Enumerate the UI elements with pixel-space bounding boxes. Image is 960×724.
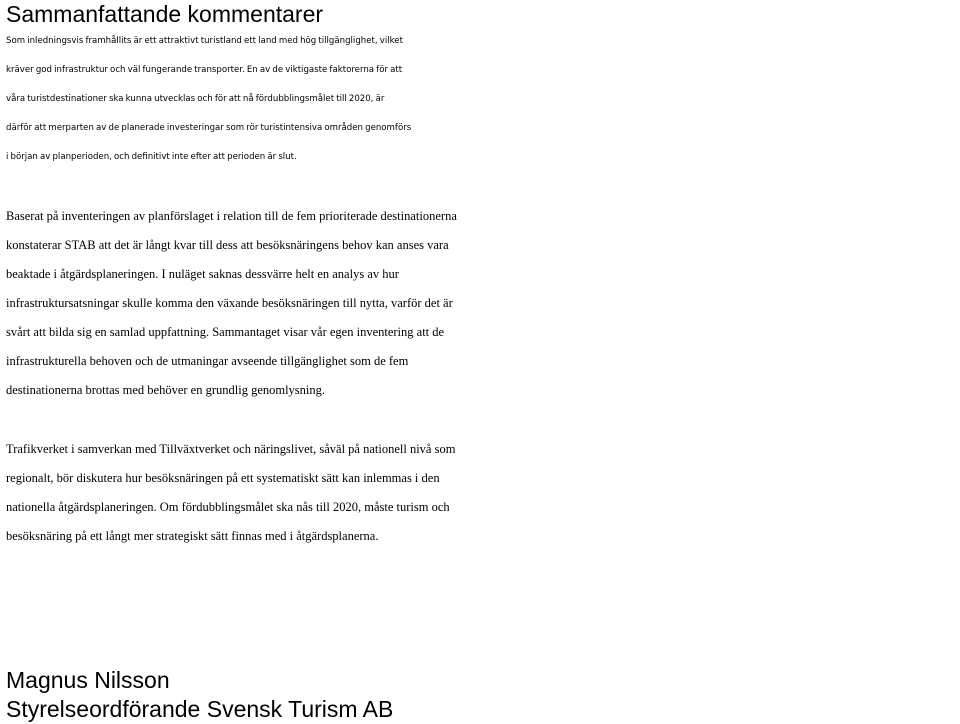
paragraph-recommendation bbox=[6, 435, 960, 551]
text-line: besöksnäring på ett långt mer strategiskt sätt finnas med i åtgärdsplanerna. bbox=[6, 529, 379, 543]
text-line: svårt att bilda sig en samlad uppfattning. Sammantaget visar vår egen inventering att de bbox=[6, 325, 445, 339]
signature-block bbox=[6, 666, 393, 724]
text-line: infrastrukturella behoven och de utmaningar avseende tillgänglighet som de fem bbox=[6, 354, 409, 368]
text-line: beaktade i åtgärdsplaneringen. I nuläget saknas dessvärre helt en analys av hur bbox=[6, 267, 399, 281]
text-line: regionalt, bör diskutera hur besöksnäringen på ett systematiskt sätt kan inlemmas i den bbox=[6, 471, 440, 485]
text-line: därför att merparten av de planerade investeringar som rör turistintensiva områden genomförs bbox=[6, 123, 412, 133]
paragraph-summary bbox=[6, 27, 960, 172]
text-line: kräver god infrastruktur och väl fungerande transporter. En av de viktigaste faktorerna för att bbox=[6, 65, 403, 75]
text-line: destinationerna brottas med behöver en grundlig genomlysning. bbox=[6, 383, 326, 397]
text-line: nationella åtgärdsplaneringen. Om fördubblingsmålet ska nås till 2020, måste turism och bbox=[6, 500, 450, 514]
signature-name: Magnus Nilsson bbox=[6, 667, 170, 693]
text-line: Trafikverket i samverkan med Tillväxtverket och näringslivet, såväl på nationell nivå som bbox=[6, 442, 456, 456]
text-line: våra turistdestinationer ska kunna utvecklas och för att nå fördubblingsmålet till 2020, är bbox=[6, 94, 385, 104]
signature-title: Styrelseordförande Svensk Turism AB bbox=[6, 696, 394, 722]
text-line: Som inledningsvis framhållits är ett attraktivt turistland ett land med hög tillgänglighet, vilket bbox=[6, 36, 403, 46]
text-line: i början av planperioden, och definitivt inte efter att perioden är slut. bbox=[6, 152, 297, 162]
text-line: Baserat på inventeringen av planförslaget i relation till de fem prioriterade destinationerna bbox=[6, 209, 457, 223]
text-line: konstaterar STAB att det är långt kvar till dess att besöksnäringens behov kan anses vara bbox=[6, 238, 449, 252]
section-heading: Sammanfattande kommentarer bbox=[6, 1, 324, 27]
text-line: infrastruktursatsningar skulle komma den växande besöksnäringen till nytta, varför det är bbox=[6, 296, 453, 310]
paragraph-inventory bbox=[6, 202, 960, 405]
